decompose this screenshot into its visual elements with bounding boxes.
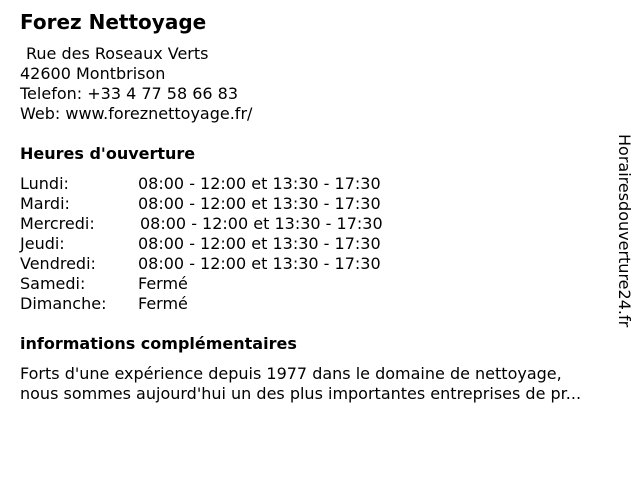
- hours-row-monday: [20, 174, 440, 194]
- day-label: Jeudi:: [20, 234, 65, 253]
- business-address: [20, 44, 252, 124]
- day-label: Samedi:: [20, 274, 86, 293]
- street-address: Rue des Roseaux Verts: [26, 44, 209, 63]
- hours-row-wednesday: [20, 214, 440, 234]
- day-label: Lundi:: [20, 174, 69, 193]
- day-label: Mercredi:: [20, 214, 95, 233]
- time-value: 08:00 - 12:00 et 13:30 - 17:30: [138, 174, 381, 193]
- hours-row-sunday: [20, 294, 440, 314]
- hours-row-thursday: [20, 234, 440, 254]
- description-line: Forts d'une expérience depuis 1977 dans le domaine de nettoyage,: [20, 364, 562, 383]
- time-value: 08:00 - 12:00 et 13:30 - 17:30: [138, 254, 381, 273]
- website: Web: www.foreznettoyage.fr/: [20, 104, 253, 123]
- day-label: Vendredi:: [20, 254, 96, 273]
- description-line: nous sommes aujourd'hui un des plus importantes entreprises de pr...: [20, 384, 582, 403]
- source-watermark: Horairesdouverture24.fr: [615, 134, 634, 328]
- hours-row-tuesday: [20, 194, 440, 214]
- time-value: Fermé: [138, 274, 188, 293]
- day-label: Mardi:: [20, 194, 70, 213]
- time-value: 08:00 - 12:00 et 13:30 - 17:30: [138, 194, 381, 213]
- hours-row-saturday: [20, 274, 440, 294]
- business-name: Forez Nettoyage: [20, 10, 207, 34]
- additional-info-heading: informations complémentaires: [20, 334, 297, 353]
- time-value: 08:00 - 12:00 et 13:30 - 17:30: [138, 234, 381, 253]
- city-postal: 42600 Montbrison: [20, 64, 166, 83]
- opening-hours-table: [20, 174, 440, 314]
- opening-hours-heading: Heures d'ouverture: [20, 144, 196, 163]
- additional-info-text: [20, 364, 632, 404]
- time-value: 08:00 - 12:00 et 13:30 - 17:30: [140, 214, 383, 233]
- phone-number: Telefon: +33 4 77 58 66 83: [20, 84, 239, 103]
- hours-row-friday: [20, 254, 440, 274]
- time-value: Fermé: [138, 294, 188, 313]
- day-label: Dimanche:: [20, 294, 107, 313]
